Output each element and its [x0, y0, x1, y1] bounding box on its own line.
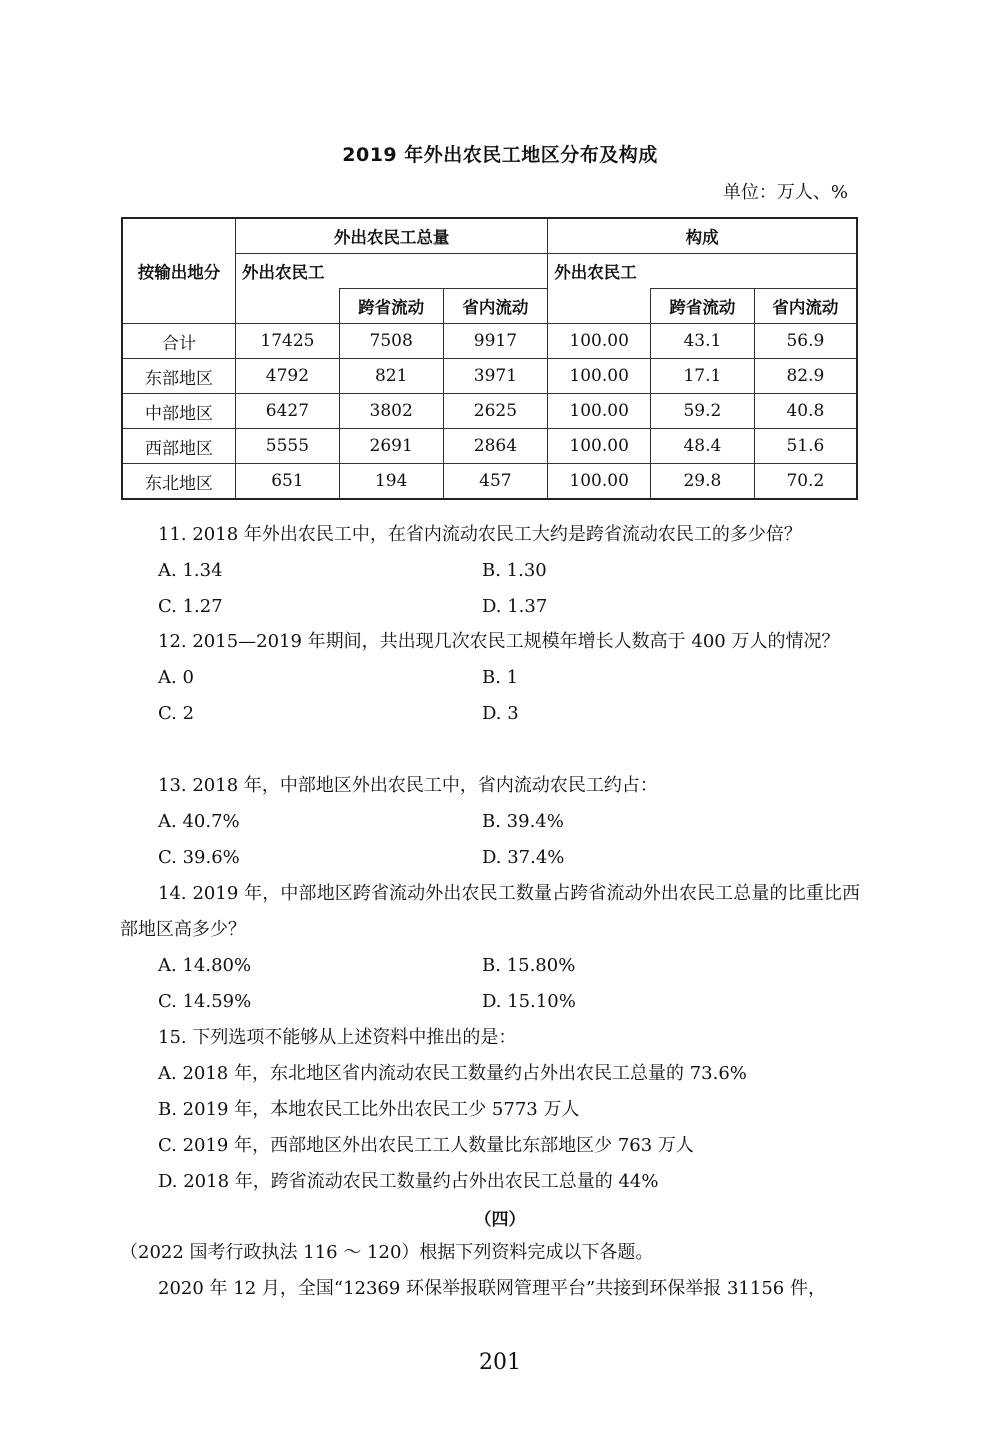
- cell-total: 6427: [236, 394, 340, 429]
- table-row: [122, 429, 857, 464]
- question-14: [120, 876, 860, 1020]
- table-title: 2019 年外出农民工地区分布及构成: [342, 144, 658, 166]
- table-row: [122, 324, 857, 359]
- question-15: [120, 1020, 860, 1200]
- option-c: C. 2: [158, 703, 195, 724]
- cell-pct-within: 56.9: [754, 324, 857, 359]
- cell-pct-cross: 43.1: [651, 324, 755, 359]
- migrant-table: [121, 217, 858, 500]
- section-title: （四）: [474, 1210, 526, 1230]
- cell-region: 合计: [122, 324, 236, 359]
- table-row: [122, 394, 857, 429]
- option-a: A. 2018 年，东北地区省内流动农民工数量约占外出农民工总量的 73.6%: [158, 1063, 747, 1084]
- cell-pct-within: 70.2: [754, 464, 857, 500]
- option-a: A. 1.34: [158, 560, 223, 581]
- option-b: B. 2019 年，本地农民工比外出农民工少 5773 万人: [158, 1099, 580, 1120]
- table-row: [122, 464, 857, 500]
- question-13: [120, 768, 860, 876]
- option-b: B. 15.80%: [482, 955, 576, 976]
- option-d: D. 37.4%: [482, 847, 565, 868]
- cell-cross: 194: [339, 464, 443, 500]
- cell-pct-total: 100.00: [548, 429, 651, 464]
- cell-region: 东北地区: [122, 464, 236, 500]
- header-total-group: 外出农民工总量: [236, 218, 548, 254]
- cell-cross: 821: [339, 359, 443, 394]
- question-stem: 11. 2018 年外出农民工中，在省内流动农民工大约是跨省流动农民工的多少倍？: [158, 524, 802, 545]
- cell-pct-total: 100.00: [548, 394, 651, 429]
- header-migrant: 外出农民工: [236, 254, 548, 289]
- header-cross-pct: 跨省流动: [651, 289, 755, 324]
- header-region: 按输出地分: [122, 218, 236, 324]
- question-stem: 12. 2015—2019 年期间，共出现几次农民工规模年增长人数高于 400 万人的情况？: [158, 631, 840, 652]
- question-11: [120, 517, 860, 625]
- cell-pct-cross: 29.8: [651, 464, 755, 500]
- cell-total: 651: [236, 464, 340, 500]
- question-stem: 15. 下列选项不能够从上述资料中推出的是：: [158, 1027, 517, 1048]
- header-composition-group: 构成: [548, 218, 857, 254]
- option-c: C. 2019 年，西部地区外出农民工工人数量比东部地区少 763 万人: [158, 1135, 694, 1156]
- option-a: A. 14.80%: [158, 955, 252, 976]
- cell-region: 中部地区: [122, 394, 236, 429]
- question-stem: 13. 2018 年，中部地区外出农民工中，省内流动农民工约占：: [158, 775, 658, 796]
- section-text: 2020 年 12 月，全国“12369 环保举报联网管理平台”共接到环保举报 31156 件，: [158, 1278, 826, 1299]
- question-12: [120, 624, 860, 732]
- cell-pct-cross: 48.4: [651, 429, 755, 464]
- cell-cross: 3802: [339, 394, 443, 429]
- cell-pct-cross: 17.1: [651, 359, 755, 394]
- header-within: 省内流动: [443, 289, 548, 324]
- option-c: C. 39.6%: [158, 847, 240, 868]
- option-d: D. 3: [482, 703, 519, 724]
- cell-region: 西部地区: [122, 429, 236, 464]
- cell-cross: 7508: [339, 324, 443, 359]
- page-number: 201: [479, 1350, 521, 1375]
- option-b: B. 39.4%: [482, 811, 564, 832]
- cell-cross: 2691: [339, 429, 443, 464]
- cell-pct-cross: 59.2: [651, 394, 755, 429]
- question-stem: 14. 2019 年，中部地区跨省流动外出农民工数量占跨省流动外出农民工总量的比重比西部地区高多少？: [120, 883, 860, 940]
- option-c: C. 1.27: [158, 596, 223, 617]
- cell-pct-total: 100.00: [548, 324, 651, 359]
- option-d: D. 1.37: [482, 596, 548, 617]
- cell-pct-within: 51.6: [754, 429, 857, 464]
- header-migrant-pct: 外出农民工: [548, 254, 857, 289]
- cell-pct-within: 40.8: [754, 394, 857, 429]
- cell-within: 3971: [443, 359, 548, 394]
- option-b: B. 1.30: [482, 560, 547, 581]
- cell-within: 2864: [443, 429, 548, 464]
- option-c: C. 14.59%: [158, 991, 252, 1012]
- cell-pct-within: 82.9: [754, 359, 857, 394]
- header-blank: [236, 289, 340, 324]
- cell-within: 457: [443, 464, 548, 500]
- cell-within: 2625: [443, 394, 548, 429]
- cell-total: 4792: [236, 359, 340, 394]
- option-a: A. 0: [158, 667, 194, 688]
- header-blank-pct: [548, 289, 651, 324]
- option-b: B. 1: [482, 667, 519, 688]
- option-d: D. 2018 年，跨省流动农民工数量约占外出农民工总量的 44%: [158, 1171, 659, 1192]
- cell-total: 5555: [236, 429, 340, 464]
- table-unit: 单位：万人、%: [722, 182, 848, 203]
- option-d: D. 15.10%: [482, 991, 576, 1012]
- cell-region: 东部地区: [122, 359, 236, 394]
- header-cross: 跨省流动: [339, 289, 443, 324]
- cell-pct-total: 100.00: [548, 464, 651, 500]
- table-row: [122, 359, 857, 394]
- header-within-pct: 省内流动: [754, 289, 857, 324]
- cell-pct-total: 100.00: [548, 359, 651, 394]
- cell-within: 9917: [443, 324, 548, 359]
- section-intro: （2022 国考行政执法 116 ～ 120）根据下列资料完成以下各题。: [120, 1242, 654, 1263]
- cell-total: 17425: [236, 324, 340, 359]
- option-a: A. 40.7%: [158, 811, 240, 832]
